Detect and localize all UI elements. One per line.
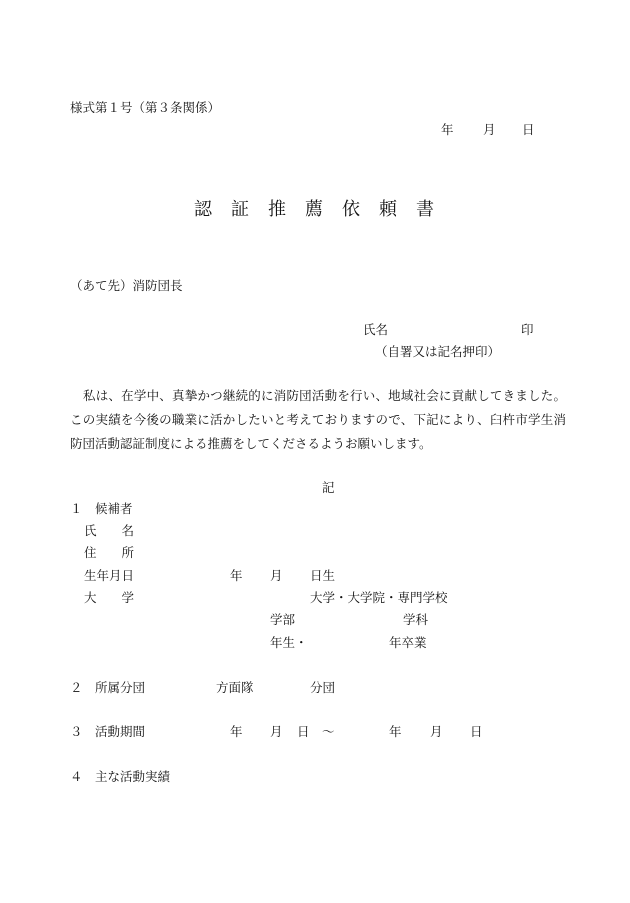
date-day-label: 日 [522,122,535,137]
period-start-day: 日 [297,724,310,739]
title-char: 認 [194,199,212,220]
section2-heading: ２ 所属分団 [70,680,146,695]
period-end-month: 月 [430,724,443,739]
title-char: 依 [342,199,360,220]
signature-note: （自署又は記名押印） [375,344,501,359]
date-year-label: 年 [441,122,454,137]
section4-heading: ４ 主な活動実績 [70,769,171,784]
graduation-label: 年卒業 [389,635,427,650]
form-number: 様式第１号（第３条関係） [70,100,221,115]
period-end-day: 日 [470,724,483,739]
addressee: （あて先）消防団長 [70,278,183,293]
period-start-year: 年 [230,724,243,739]
document-title [194,201,453,219]
period-start-month: 月 [270,724,283,739]
birth-month-label: 月 [270,568,283,583]
hometai-label: 方面隊 [216,680,254,695]
candidate-address-label: 住 所 [84,545,135,560]
period-end-year: 年 [389,724,402,739]
title-char: 証 [231,199,249,220]
date-month-label: 月 [483,122,496,137]
university-label: 大 学 [84,590,135,605]
title-char: 頼 [379,199,397,220]
applicant-name-label: 氏名 [363,322,389,337]
department-label: 学科 [403,612,429,627]
grade-label: 年生・ [270,635,308,650]
title-char: 薦 [305,199,323,220]
faculty-label: 学部 [270,612,296,627]
candidate-name-label: 氏 名 [84,523,135,538]
university-types: 大学・大学院・専門学校 [310,590,448,605]
bundan-label: 分団 [310,680,336,695]
title-char: 推 [268,199,286,220]
section3-heading: ３ 活動期間 [70,724,146,739]
title-char: 書 [416,199,434,220]
birth-year-label: 年 [230,568,243,583]
ki-label: 記 [322,480,335,495]
birthdate-label: 生年月日 [84,568,135,583]
birth-day-label: 日生 [310,568,336,583]
period-tilde: ～ [322,724,335,739]
seal-label: 印 [521,322,534,337]
section1-heading: １ 候補者 [70,501,133,516]
body-paragraph: 私は、在学中、真摯かつ継続的に消防団活動を行い、地域社会に貢献してきました。この実績を今後の職業に活かしたいと考えておりますので、下記により、臼杵市学生消防団活動認証制度による推薦をしてくださるようお願いします。 [70,388,566,451]
